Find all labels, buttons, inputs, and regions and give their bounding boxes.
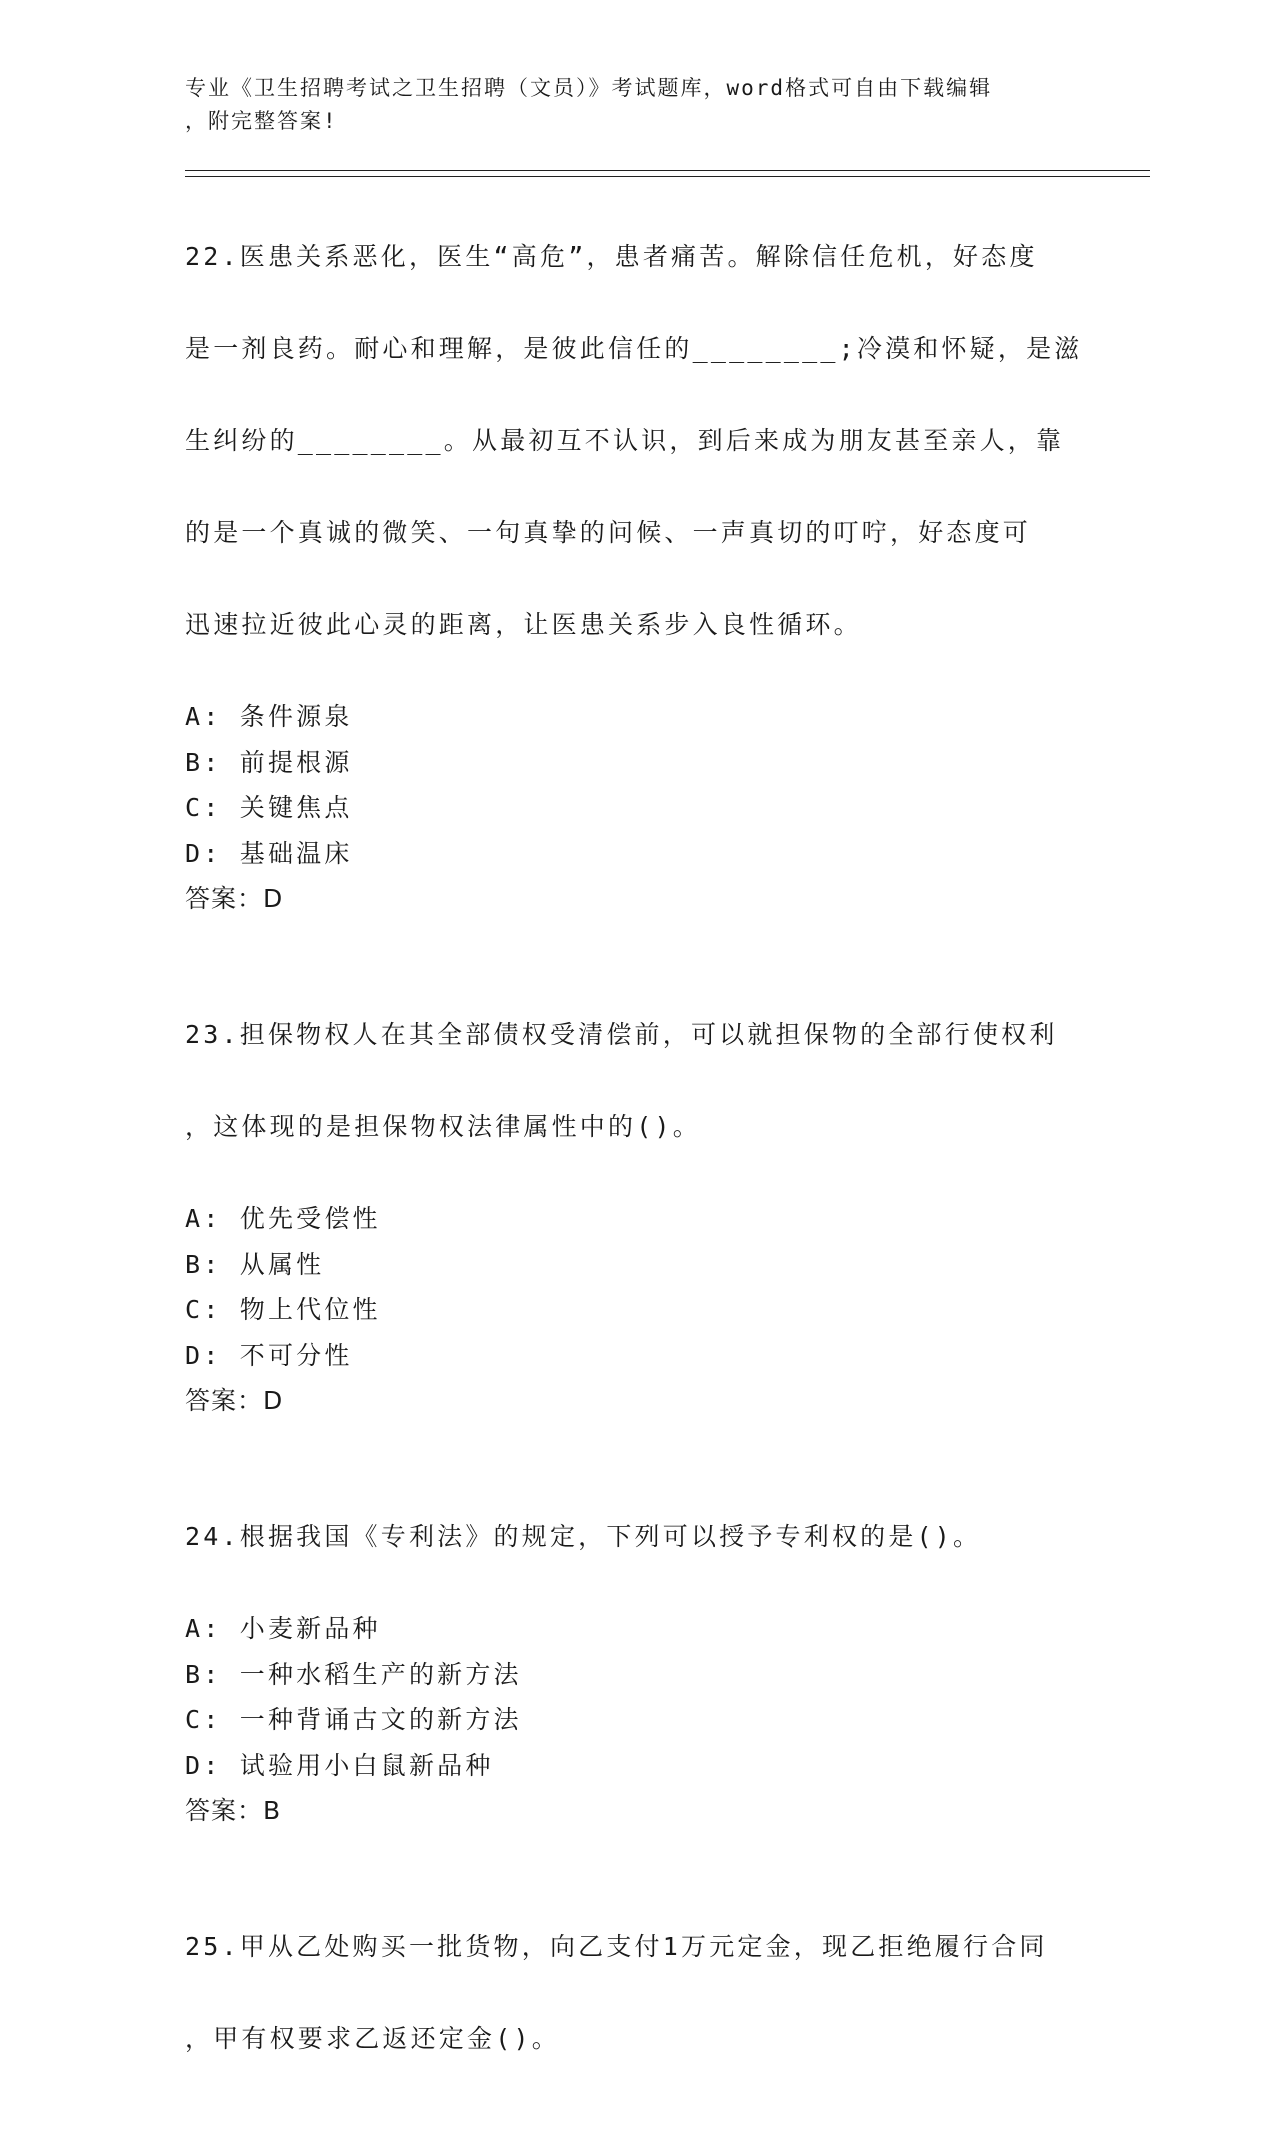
option-c: C: 一种背诵古文的新方法 bbox=[185, 1705, 522, 1734]
header-line-1: 专业《卫生招聘考试之卫生招聘（文员）》考试题库，word格式可自由下载编辑 bbox=[185, 76, 993, 100]
option-d: D: 不可分性 bbox=[185, 1340, 353, 1370]
question-text-line: 迅速拉近彼此心灵的距离，让医患关系步入良性循环。 bbox=[185, 610, 862, 639]
header-divider-top bbox=[185, 170, 1150, 171]
option-c: C: 物上代位性 bbox=[185, 1295, 381, 1324]
question-text-line: 22.医患关系恶化，医生“高危”，患者痛苦。解除信任危机，好态度 bbox=[185, 242, 1038, 271]
question-22 bbox=[185, 188, 1085, 922]
header-divider-bottom bbox=[185, 176, 1150, 177]
question-text-line: ，这体现的是担保物权法律属性中的()。 bbox=[185, 1112, 701, 1141]
question-text bbox=[185, 188, 1085, 694]
option-a: A: 优先受偿性 bbox=[185, 1204, 381, 1233]
question-text-line: ，甲有权要求乙返还定金()。 bbox=[185, 2024, 560, 2053]
option-a: A: 条件源泉 bbox=[185, 702, 353, 731]
option-d: D: 基础温床 bbox=[185, 838, 353, 868]
question-text bbox=[185, 1878, 1085, 2108]
answer: 答案：D bbox=[185, 884, 284, 913]
option-c: C: 关键焦点 bbox=[185, 793, 353, 822]
question-25 bbox=[185, 1878, 1085, 2108]
question-text bbox=[185, 1468, 1085, 1606]
option-a: A: 小麦新品种 bbox=[185, 1614, 381, 1643]
option-d: D: 试验用小白鼠新品种 bbox=[185, 1750, 494, 1780]
option-b: B: 从属性 bbox=[185, 1249, 325, 1279]
header-line-2: ，附完整答案! bbox=[185, 109, 338, 133]
answer: 答案：D bbox=[185, 1386, 284, 1415]
question-24 bbox=[185, 1468, 1085, 1834]
question-text-line: 是一剂良药。耐心和理解，是彼此信任的________;冷漠和怀疑，是滋 bbox=[185, 334, 1083, 363]
option-b: B: 前提根源 bbox=[185, 747, 353, 777]
question-text-line: 生纠纷的________。从最初互不认识，到后来成为朋友甚至亲人，靠 bbox=[185, 426, 1065, 455]
question-text-line: 的是一个真诚的微笑、一句真挚的问候、一声真切的叮咛，好态度可 bbox=[185, 518, 1032, 547]
question-text-line: 23.担保物权人在其全部债权受清偿前，可以就担保物的全部行使权利 bbox=[185, 1020, 1058, 1049]
question-23 bbox=[185, 966, 1085, 1424]
question-text-line: 25.甲从乙处购买一批货物，向乙支付1万元定金，现乙拒绝履行合同 bbox=[185, 1932, 1048, 1961]
question-text-line: 24.根据我国《专利法》的规定，下列可以授予专利权的是()。 bbox=[185, 1522, 982, 1551]
option-b: B: 一种水稻生产的新方法 bbox=[185, 1659, 522, 1689]
document-header bbox=[185, 72, 1085, 138]
question-list bbox=[185, 188, 1085, 2152]
answer: 答案：B bbox=[185, 1796, 282, 1825]
question-text bbox=[185, 966, 1085, 1196]
